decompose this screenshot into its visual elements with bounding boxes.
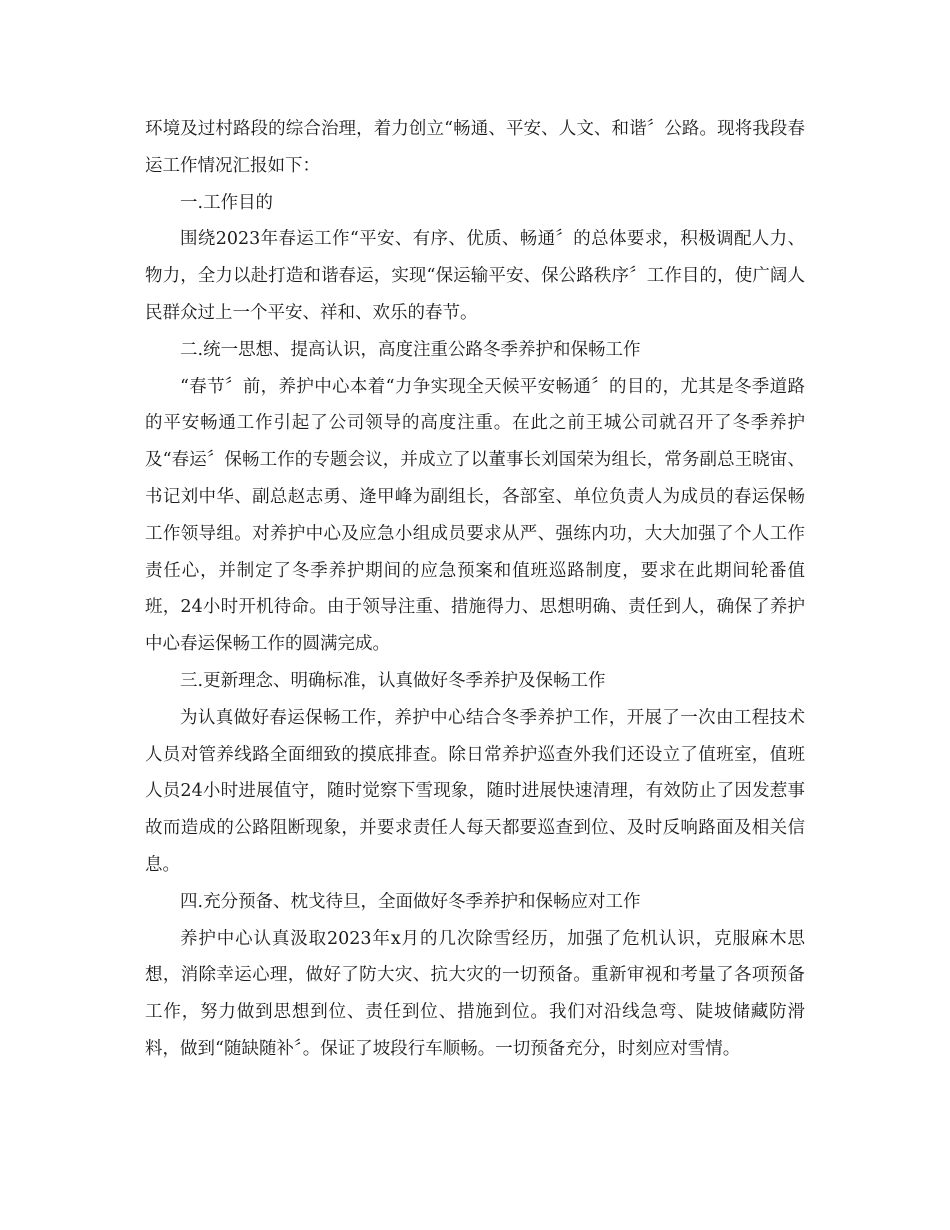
section-heading-goal: 一.工作目的 [180, 192, 274, 213]
update-concepts-paragraph: 为认真做好春运保畅工作，养护中心结合冬季养护工作，开展了一次由工程技术人员对管养线路全面细致的摸底排查。除日常养护巡查外我们还设立了值班室，值班人员24小时进展值守，随时觉察下雪现象，随时进展快速清理，有效防止了因发惹事故而造成的公路阻断现象，并要求责任人每天都要巡查到位、及时反响路面及相关信息。 [145, 707, 805, 875]
document-body [145, 111, 805, 1068]
full-preparation-paragraph: 养护中心认真汲取2023年x月的几次除雪经历，加强了危机认识，克服麻木思想，消除幸运心理，做好了防大灾、抗大灾的一切预备。重新审视和考量了各项预备工作，努力做到思想到位、责任到位、措施到位。我们对沿线急弯、陡坡储藏防滑料，做到“随缺随补〞。保证了坡段行车顺畅。一切预备充分，时刻应对雪情。 [145, 928, 805, 1059]
intro-paragraph: 环境及过村路段的综合治理，着力创立“畅通、平安、人文、和谐〞公路。现将我段春运工作情况汇报如下： [145, 119, 805, 176]
section-heading-update-concepts: 三.更新理念、明确标准，认真做好冬季养护及保畅工作 [180, 670, 606, 691]
section-heading-unify-thinking: 二.统一思想、提高认识，高度注重公路冬季养护和保畅工作 [180, 339, 641, 360]
section-heading-full-preparation: 四.充分预备、枕戈待旦，全面做好冬季养护和保畅应对工作 [180, 891, 641, 912]
goal-paragraph: 围绕2023年春运工作“平安、有序、优质、畅通〞的总体要求，积极调配人力、物力，全力以赴打造和谐春运，实现“保运输平安、保公路秩序〞工作目的，使广阔人民群众过上一个平安、祥和、欢乐的春节。 [145, 229, 805, 323]
unify-thinking-paragraph: “春节〞前，养护中心本着“力争实现全天候平安畅通〞的目的，尤其是冬季道路的平安畅通工作引起了公司领导的高度注重。在此之前王城公司就召开了冬季养护及“春运〞保畅工作的专题会议，并成立了以董事长刘国荣为组长，常务副总王晓宙、书记刘中华、副总赵志勇、逄甲峰为副组长，各部室、单位负责人为成员的春运保畅工作领导组。对养护中心及应急小组成员要求从严、强练内功，大大加强了个人工作责任心，并制定了冬季养护期间的应急预案和值班巡路制度，要求在此期间轮番值班，24小时开机待命。由于领导注重、措施得力、思想明确、责任到人，确保了养护中心春运保畅工作的圆满完成。 [145, 376, 805, 655]
